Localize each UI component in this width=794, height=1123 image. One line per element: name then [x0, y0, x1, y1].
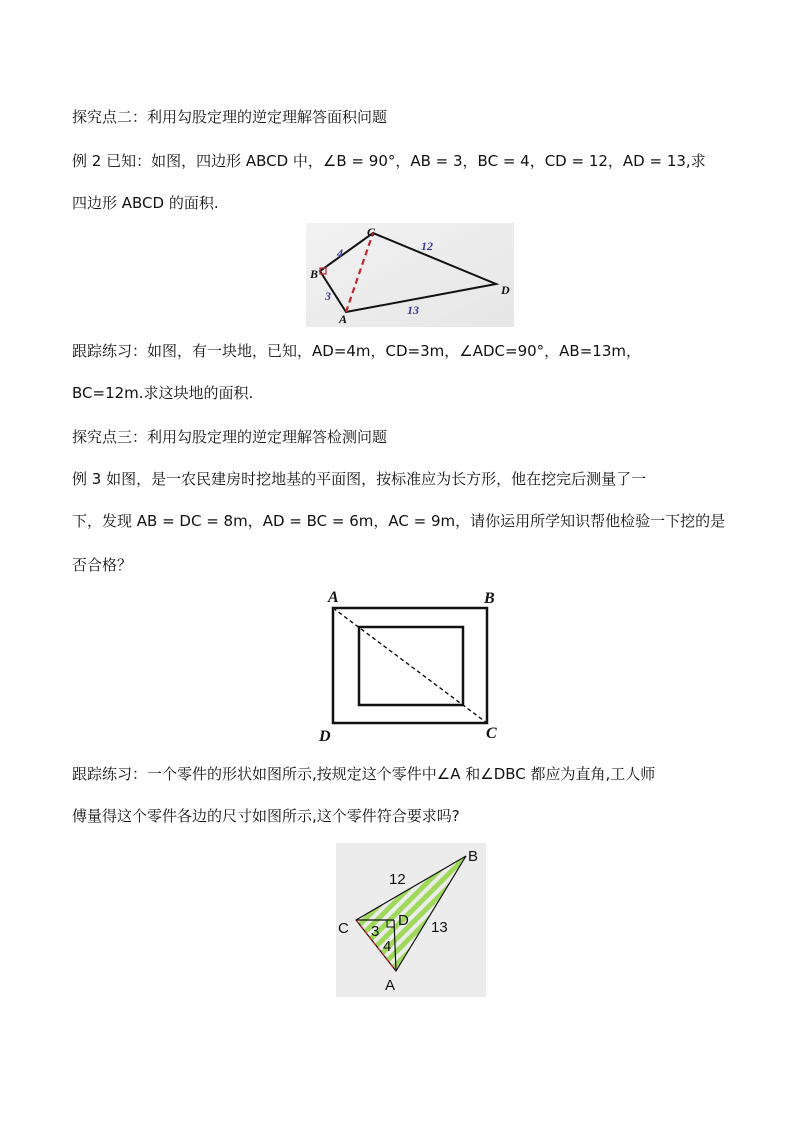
label-c: C — [367, 225, 376, 239]
example-2-line-2: 四边形 ABCD 的面积. — [72, 194, 219, 212]
length-ab: 13 — [431, 919, 448, 936]
figure-quadrilateral-abcd — [306, 223, 514, 327]
figure-foundation-plan — [316, 586, 506, 746]
label-a: A — [339, 312, 348, 326]
label-c: C — [338, 920, 349, 937]
heading-section-2: 探究点二：利用勾股定理的逆定理解答面积问题 — [72, 108, 388, 126]
practice-1-line-1: 跟踪练习：如图，有一块地，已知，AD=4m，CD=3m，∠ADC=90°，AB=13m， — [72, 342, 641, 360]
example-3-line-3: 否合格？ — [72, 556, 133, 574]
length-da: 4 — [383, 938, 392, 955]
label-b: B — [484, 590, 495, 607]
example-3-line-1: 例 3 如图，是一农民建房时挖地基的平面图，按标准应为长方形，他在挖完后测量了一 — [72, 470, 647, 488]
heading-section-3: 探究点三：利用勾股定理的逆定理解答检测问题 — [72, 428, 388, 446]
label-d: D — [319, 728, 331, 745]
length-ad: 13 — [407, 303, 419, 317]
example-3-line-2: 下，发现 AB = DC = 8m，AD = BC = 6m，AC = 9m，请你运用所学知识帮他检验一下挖的是 — [72, 512, 726, 530]
length-cd: 3 — [371, 923, 380, 940]
label-b: B — [468, 848, 479, 865]
label-d: D — [501, 283, 510, 297]
label-d: D — [398, 912, 409, 929]
label-b: B — [310, 267, 319, 281]
length-cd: 12 — [421, 239, 433, 253]
label-a: A — [328, 589, 339, 606]
practice-1-line-2: BC=12m.求这块地的面积. — [72, 384, 254, 402]
label-c: C — [486, 725, 497, 742]
length-cb: 12 — [389, 871, 406, 888]
label-a: A — [385, 977, 396, 994]
length-ab: 3 — [325, 289, 331, 303]
figure-machine-part — [336, 843, 486, 997]
practice-2-line-2: 傅量得这个零件各边的尺寸如图所示,这个零件符合要求吗? — [72, 807, 460, 825]
practice-2-line-1: 跟踪练习：一个零件的形状如图所示,按规定这个零件中∠A 和∠DBC 都应为直角,工人师 — [72, 765, 656, 783]
length-bc: 4 — [337, 246, 343, 260]
example-2-line-1: 例 2 已知：如图，四边形 ABCD 中，∠B = 90°，AB = 3，BC = 4，CD = 12，AD = 13,求 — [72, 152, 706, 170]
